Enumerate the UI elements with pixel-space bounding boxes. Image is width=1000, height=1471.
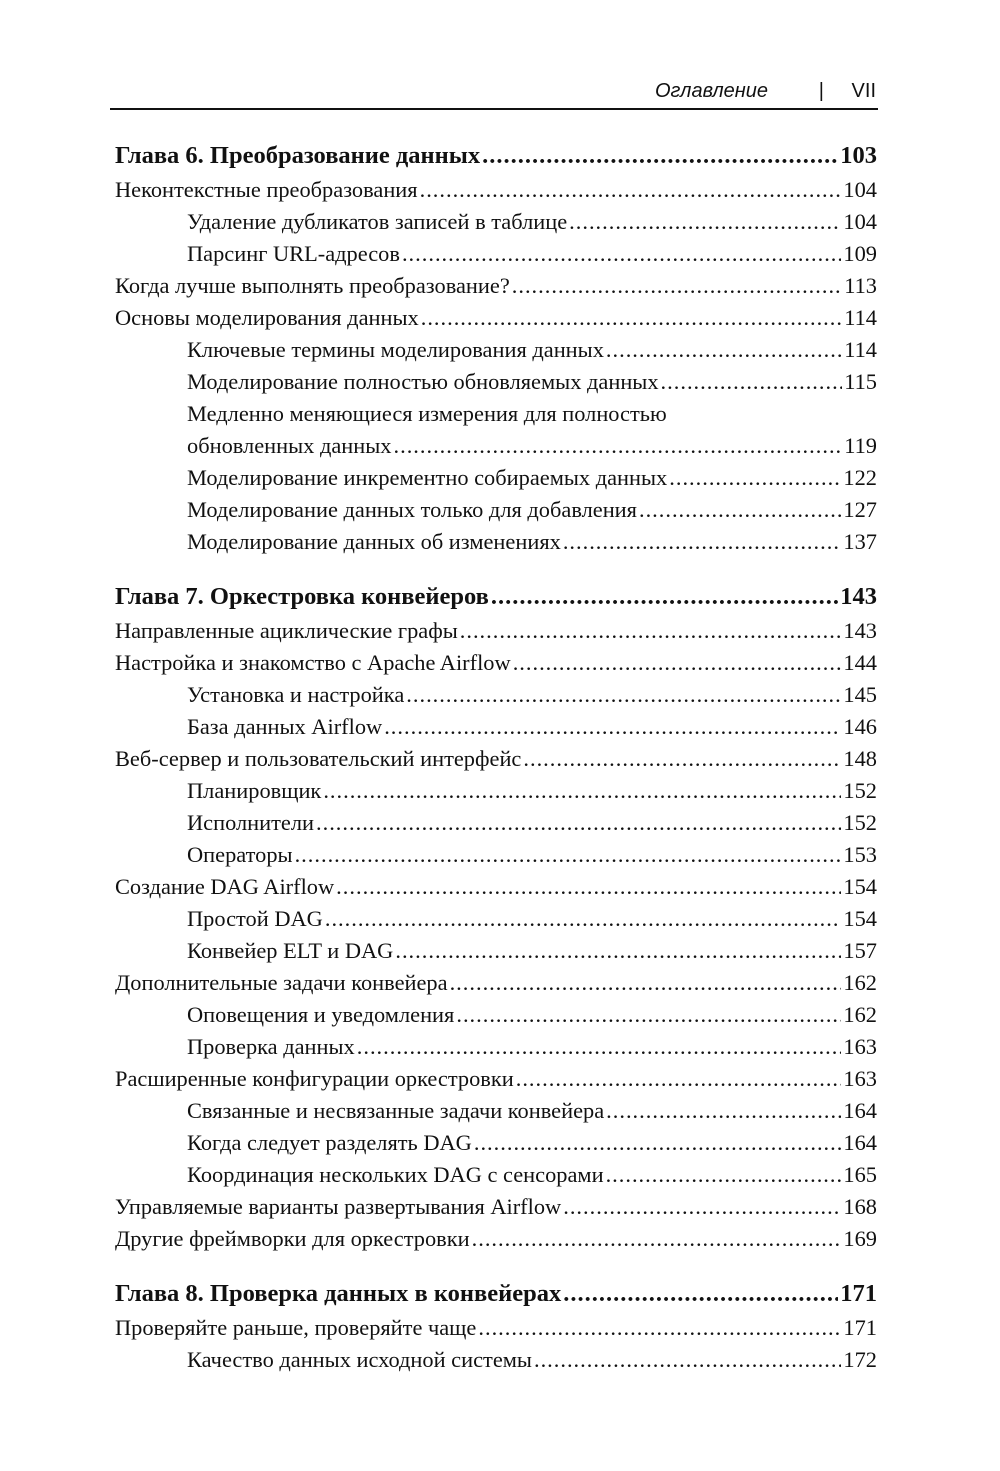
toc-subsection-entry[interactable] xyxy=(115,366,877,398)
toc-section-entry[interactable] xyxy=(115,302,877,334)
entry-title: Связанные и несвязанные задачи конвейера xyxy=(187,1098,605,1123)
dot-leader xyxy=(420,174,842,206)
toc-subsection-entry[interactable] xyxy=(115,903,877,935)
toc-section-entry[interactable] xyxy=(115,1312,877,1344)
toc-section-entry[interactable] xyxy=(115,871,877,903)
toc-subsection-entry[interactable] xyxy=(115,1127,877,1159)
table-of-contents xyxy=(115,138,877,1376)
entry-page-number: 154 xyxy=(843,874,877,899)
entry-page-number: 113 xyxy=(844,273,877,298)
entry-title: Неконтекстные преобразования xyxy=(115,177,418,202)
entry-title-line: Медленно меняющиеся измерения для полностью xyxy=(187,401,667,426)
entry-page-number: 163 xyxy=(843,1066,877,1091)
entry-page-number: 164 xyxy=(843,1130,877,1155)
dot-leader xyxy=(639,494,841,526)
dot-leader xyxy=(523,743,841,775)
entry-page-number: 171 xyxy=(840,1280,877,1307)
dot-leader xyxy=(606,334,842,366)
entry-page-number: 152 xyxy=(843,810,877,835)
chapter-block xyxy=(115,579,877,1255)
toc-subsection-entry[interactable] xyxy=(115,526,877,558)
entry-page-number: 103 xyxy=(840,142,877,169)
entry-title: Глава 6. Преобразование данных xyxy=(115,142,481,169)
dot-leader xyxy=(456,999,841,1031)
entry-title: Когда лучше выполнять преобразование? xyxy=(115,273,510,298)
entry-page-number: 172 xyxy=(843,1347,877,1372)
entry-page-number: 171 xyxy=(843,1315,877,1340)
entry-title: Координация нескольких DAG с сенсорами xyxy=(187,1162,604,1187)
entry-page-number: 162 xyxy=(843,1002,877,1027)
entry-title: Парсинг URL-адресов xyxy=(187,241,400,266)
toc-subsection-entry[interactable] xyxy=(115,206,877,238)
entry-page-number: 146 xyxy=(843,714,877,739)
toc-section-entry[interactable] xyxy=(115,647,877,679)
dot-leader xyxy=(516,1063,842,1095)
toc-section-entry[interactable] xyxy=(115,174,877,206)
dot-leader xyxy=(563,1191,841,1223)
toc-subsection-entry[interactable] xyxy=(115,807,877,839)
entry-page-number: 127 xyxy=(843,497,877,522)
toc-subsection-entry[interactable] xyxy=(115,494,877,526)
dot-leader xyxy=(394,430,843,462)
entry-title: Проверка данных xyxy=(187,1034,355,1059)
entry-page-number: 148 xyxy=(843,746,877,771)
chapter-block xyxy=(115,1276,877,1376)
entry-page-number: 169 xyxy=(843,1226,877,1251)
entry-title: Глава 8. Проверка данных в конвейерах xyxy=(115,1280,562,1307)
entry-title: Установка и настройка xyxy=(187,682,405,707)
entry-title: Дополнительные задачи конвейера xyxy=(115,970,448,995)
toc-subsection-entry[interactable] xyxy=(115,775,877,807)
entry-page-number: 143 xyxy=(843,618,877,643)
entry-page-number: 143 xyxy=(840,583,877,610)
dot-leader xyxy=(402,238,841,270)
entry-page-number: 114 xyxy=(844,305,877,330)
entry-title: Создание DAG Airflow xyxy=(115,874,335,899)
toc-subsection-entry[interactable] xyxy=(115,238,877,270)
dot-leader xyxy=(325,903,842,935)
toc-section-entry[interactable] xyxy=(115,615,877,647)
entry-page-number: 164 xyxy=(843,1098,877,1123)
toc-section-entry[interactable] xyxy=(115,1223,877,1255)
entry-page-number: 162 xyxy=(843,970,877,995)
dot-leader xyxy=(406,679,841,711)
entry-title: обновленных данных xyxy=(187,433,392,458)
entry-title: Удаление дубликатов записей в таблице xyxy=(187,209,568,234)
entry-page-number: 152 xyxy=(843,778,877,803)
chapter-block xyxy=(115,138,877,558)
entry-title: Направленные ациклические графы xyxy=(115,618,458,643)
entry-title: Моделирование инкрементно собираемых данных xyxy=(187,465,668,490)
toc-subsection-entry[interactable] xyxy=(115,462,877,494)
toc-subsection-entry[interactable] xyxy=(115,1344,877,1376)
dot-leader xyxy=(395,935,841,967)
entry-title: Качество данных исходной системы xyxy=(187,1347,532,1372)
entry-page-number: 145 xyxy=(843,682,877,707)
entry-title: Исполнители xyxy=(187,810,315,835)
entry-title: Когда следует разделять DAG xyxy=(187,1130,472,1155)
toc-subsection-entry[interactable] xyxy=(115,711,877,743)
dot-leader xyxy=(460,615,842,647)
dot-leader xyxy=(316,807,841,839)
running-head-separator: | xyxy=(818,80,824,102)
toc-section-entry[interactable] xyxy=(115,1191,877,1223)
running-head-page-number: VII xyxy=(851,80,876,102)
dot-leader xyxy=(661,366,843,398)
entry-title: Моделирование данных только для добавления xyxy=(187,497,637,522)
entry-page-number: 168 xyxy=(843,1194,877,1219)
entry-title: Управляемые варианты развертывания Airflow xyxy=(115,1194,562,1219)
dot-leader xyxy=(295,839,842,871)
entry-title: Планировщик xyxy=(187,778,322,803)
entry-page-number: 122 xyxy=(843,465,877,490)
running-head xyxy=(110,80,878,110)
dot-leader xyxy=(474,1127,842,1159)
entry-title: Основы моделирования данных xyxy=(115,305,419,330)
dot-leader xyxy=(478,1312,841,1344)
entry-title: Конвейер ELT и DAG xyxy=(187,938,394,963)
dot-leader xyxy=(569,206,841,238)
toc-subsection-entry[interactable] xyxy=(115,1095,877,1127)
toc-subsection-entry[interactable] xyxy=(115,935,877,967)
dot-leader xyxy=(606,1095,841,1127)
toc-section-entry[interactable] xyxy=(115,270,877,302)
entry-title: Моделирование данных об изменениях xyxy=(187,529,561,554)
toc-subsection-entry[interactable] xyxy=(115,334,877,366)
entry-title: Другие фреймворки для оркестровки xyxy=(115,1226,470,1251)
toc-section-entry[interactable] xyxy=(115,743,877,775)
entry-page-number: 157 xyxy=(843,938,877,963)
dot-leader xyxy=(357,1031,842,1063)
entry-title: Проверяйте раньше, проверяйте чаще xyxy=(115,1315,477,1340)
toc-subsection-entry[interactable] xyxy=(115,839,877,871)
dot-leader xyxy=(606,1159,842,1191)
entry-page-number: 165 xyxy=(843,1162,877,1187)
dot-leader xyxy=(384,711,841,743)
entry-title: Моделирование полностью обновляемых данных xyxy=(187,369,659,394)
entry-title: База данных Airflow xyxy=(187,714,383,739)
toc-subsection-entry[interactable] xyxy=(115,1159,877,1191)
toc-chapter-heading[interactable] xyxy=(115,1276,877,1312)
dot-leader xyxy=(513,647,842,679)
entry-title: Операторы xyxy=(187,842,293,867)
entry-page-number: 137 xyxy=(843,529,877,554)
dot-leader xyxy=(472,1223,842,1255)
toc-chapter-heading[interactable] xyxy=(115,579,877,615)
dot-leader xyxy=(534,1344,841,1376)
dot-leader xyxy=(336,871,841,903)
dot-leader xyxy=(563,1276,838,1312)
dot-leader xyxy=(563,526,842,558)
dot-leader xyxy=(512,270,842,302)
dot-leader xyxy=(323,775,841,807)
toc-subsection-entry[interactable] xyxy=(115,679,877,711)
entry-page-number: 153 xyxy=(843,842,877,867)
entry-page-number: 144 xyxy=(843,650,877,675)
entry-title: Оповещения и уведомления xyxy=(187,1002,455,1027)
entry-page-number: 154 xyxy=(843,906,877,931)
entry-page-number: 163 xyxy=(843,1034,877,1059)
entry-page-number: 109 xyxy=(843,241,877,266)
entry-title: Глава 7. Оркестровка конвейеров xyxy=(115,583,489,610)
toc-subsection-entry[interactable] xyxy=(115,1031,877,1063)
dot-leader xyxy=(482,138,838,174)
entry-page-number: 104 xyxy=(843,209,877,234)
entry-title: Настройка и знакомство с Apache Airflow xyxy=(115,650,511,675)
running-head-title: Оглавление xyxy=(654,80,768,102)
entry-title: Ключевые термины моделирования данных xyxy=(187,337,604,362)
toc-section-entry[interactable] xyxy=(115,967,877,999)
toc-subsection-entry[interactable] xyxy=(115,999,877,1031)
entry-title: Веб-сервер и пользовательский интерфейс xyxy=(115,746,522,771)
entry-page-number: 114 xyxy=(844,337,877,362)
entry-page-number: 119 xyxy=(844,433,877,458)
toc-subsection-entry[interactable] xyxy=(115,430,877,462)
entry-title: Расширенные конфигурации оркестровки xyxy=(115,1066,514,1091)
toc-section-entry[interactable] xyxy=(115,1063,877,1095)
dot-leader xyxy=(421,302,843,334)
entry-page-number: 115 xyxy=(844,369,877,394)
toc-chapter-heading[interactable] xyxy=(115,138,877,174)
dot-leader xyxy=(669,462,841,494)
entry-title: Простой DAG xyxy=(187,906,323,931)
dot-leader xyxy=(450,967,842,999)
entry-page-number: 104 xyxy=(843,177,877,202)
dot-leader xyxy=(491,579,838,615)
